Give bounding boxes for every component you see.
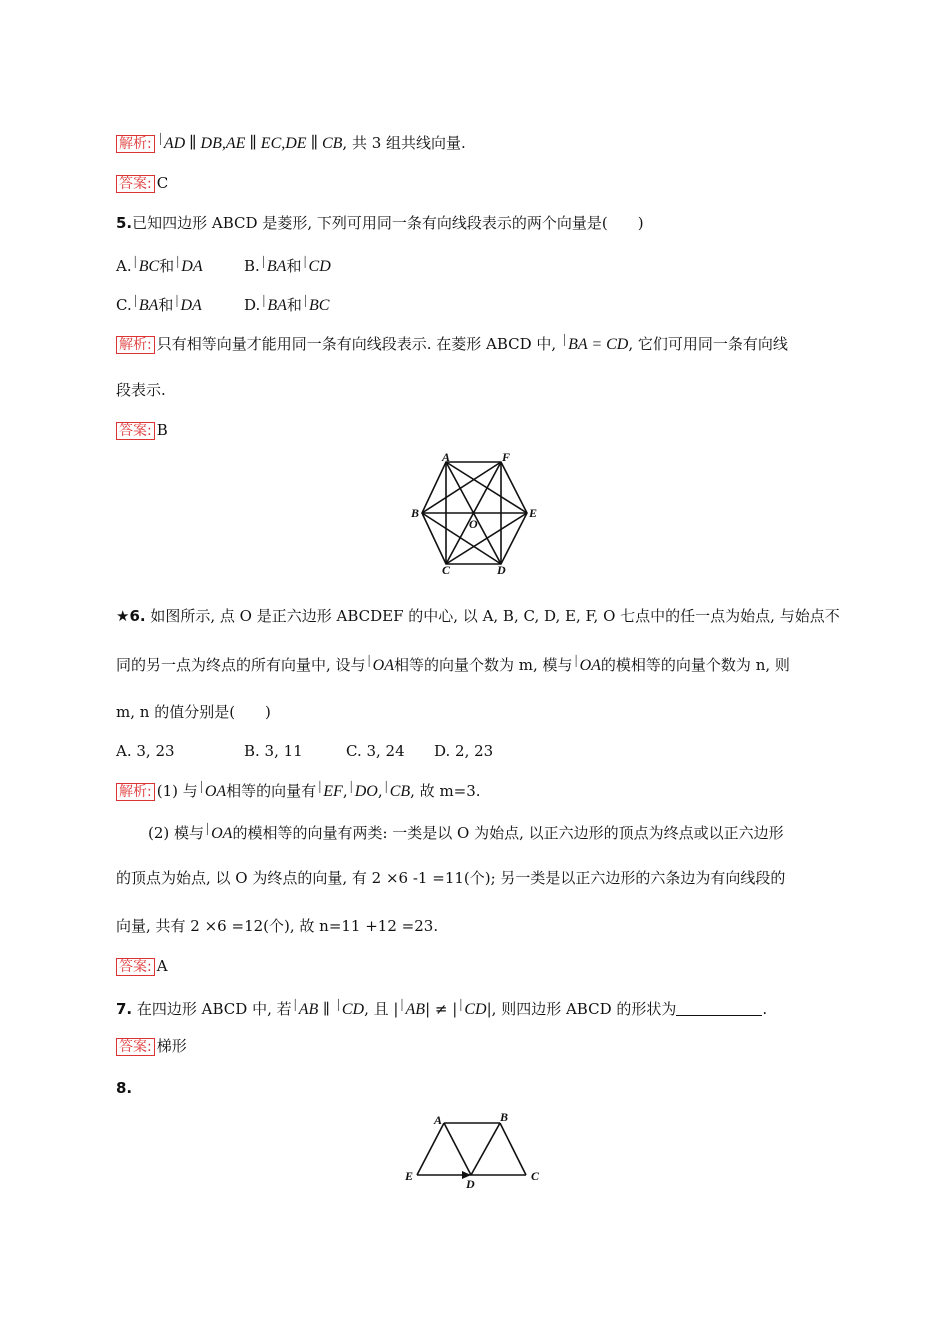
q5-analysis: 解析: 只有相等向量才能用同一条有向线段表示. 在菱形 ABCD 中, │ BA = CD, 它们可用同一条有向线: [116, 331, 788, 355]
q5-options-row1: [116, 253, 331, 277]
q6-stem-1: ★6. 如图所示, 点 O 是正六边形 ABCDEF 的中心, 以 A, B, C, D, E, F, O 七点中的任一点为始点, 与始点不: [116, 607, 840, 625]
q6-analysis-2: (2) 模与│ OA的模相等的向量有两类: 一类是以 O 为始点, 以正六边形的顶点为终点或以正六边形: [148, 820, 784, 844]
q5-option-b: B.│ BA和│ CD: [244, 253, 331, 277]
q6-options: [116, 741, 493, 761]
q6-stem-2: 同的另一点为终点的所有向量中, 设与│ OA相等的向量个数为 m, 模与│ OA的模相等的向量个数为 n, 则: [116, 652, 790, 676]
q6-number: ★6.: [116, 607, 146, 625]
q7-number: 7.: [116, 1000, 133, 1018]
hex-label-d: D: [497, 563, 506, 576]
q6-stem-3: m, n 的值分别是( ): [116, 703, 271, 721]
q4-analysis: [116, 130, 466, 154]
hex-label-a: A: [442, 450, 451, 464]
q7-answer-blank: [676, 1001, 762, 1016]
q5-answer: [116, 420, 168, 440]
q5-analysis-equation: │ BA = CD: [561, 336, 628, 353]
q5-option-d: D.│ BA和│ BC: [244, 292, 329, 316]
q4-analysis-end: , 共 3 组共线向量.: [342, 134, 466, 152]
q6-option-b: B. 3, 11: [244, 742, 303, 760]
q4-answer-value: C: [156, 174, 169, 192]
q8-number: 8.: [116, 1079, 133, 1097]
analysis-label: 解析:: [116, 783, 155, 801]
q8-stem: [116, 1078, 132, 1098]
analysis-label: 解析:: [116, 135, 155, 153]
q7-stem: 7. 在四边形 ABCD 中, 若│ AB ∥ │ CD, 且 |│ AB| ≠ |│ CD|, 则四边形 ABCD 的形状为 .: [116, 996, 767, 1020]
answer-label: 答案:: [116, 175, 155, 193]
q6-option-a: A. 3, 23: [116, 742, 175, 760]
q5-options-row2: [116, 292, 329, 316]
answer-label: 答案:: [116, 958, 155, 976]
analysis-label: 解析:: [116, 336, 155, 354]
answer-label: 答案:: [116, 422, 155, 440]
q5-option-c: C.│ BA和│ DA: [116, 292, 244, 316]
q5-option-a: A.│ BC和│ DA: [116, 253, 244, 277]
answer-label: 答案:: [116, 1038, 155, 1056]
q4-answer: [116, 173, 168, 193]
hex-label-o: O: [469, 517, 478, 531]
hex-label-e: E: [529, 506, 538, 520]
q6-analysis-4: 向量, 共有 2 ×6 =12(个), 故 n=11 +12 =23.: [116, 917, 439, 935]
fig8-label-d: D: [466, 1177, 475, 1191]
fig8-label-a: A: [434, 1113, 443, 1127]
q6-analysis-3: 的顶点为始点, 以 O 为终点的向量, 有 2 ×6 -1 =11(个); 另一类是以正六边形的六条边为有向线段的: [116, 869, 786, 887]
q6-option-d: D. 2, 23: [434, 742, 494, 760]
fig8-label-c: C: [531, 1169, 540, 1183]
fig8-label-e: E: [405, 1169, 414, 1183]
hex-label-b: B: [411, 506, 420, 520]
q7-answer: [116, 1036, 187, 1056]
q4-analysis-vectors: │ AD ∥ DB,AE ∥ EC,DE ∥ CB: [157, 135, 343, 152]
q6-option-c: C. 3, 24: [346, 742, 405, 760]
fig8-label-b: B: [500, 1110, 509, 1124]
q5-analysis-cont: 段表示.: [116, 381, 166, 399]
hex-label-c: C: [442, 563, 451, 576]
parallelogram-figure: [400, 1108, 550, 1192]
q5-answer-value: B: [156, 421, 168, 439]
hexagon-figure: [405, 450, 550, 576]
q7-answer-value: 梯形: [156, 1037, 187, 1055]
q5-stem: [116, 213, 644, 233]
q5-number: 5.: [116, 214, 133, 232]
hex-label-f: F: [502, 450, 511, 464]
q6-answer: [116, 956, 168, 976]
q5-stem-text: 已知四边形 ABCD 是菱形, 下列可用同一条有向线段表示的两个向量是( ): [132, 214, 644, 232]
q6-answer-value: A: [156, 957, 168, 975]
q6-analysis-1: 解析: (1) 与│ OA相等的向量有│ EF,│ DO,│ CB, 故 m=3.: [116, 778, 481, 802]
